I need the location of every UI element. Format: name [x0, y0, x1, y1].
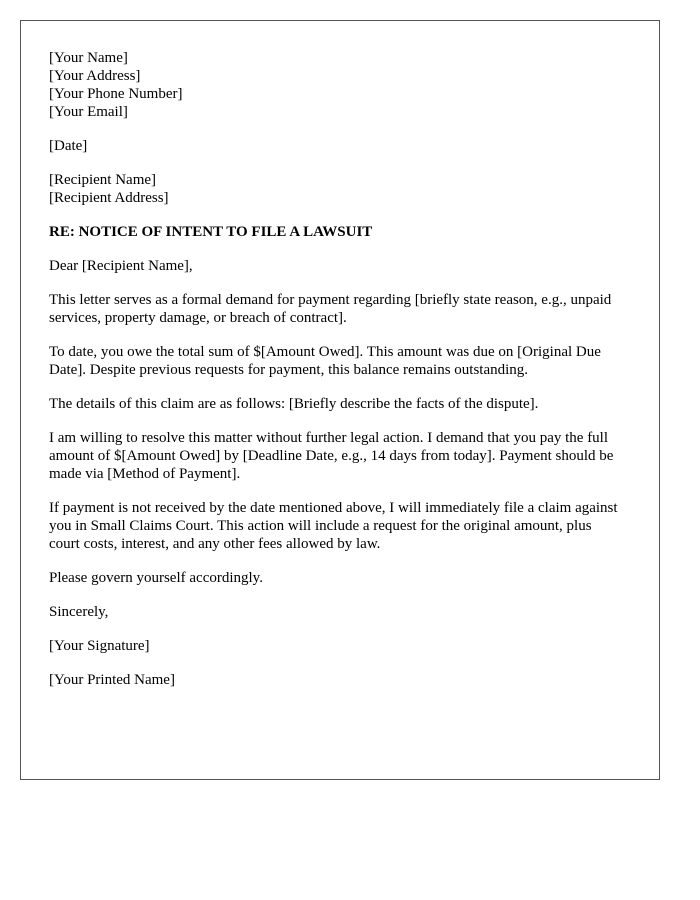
body-paragraph-2: To date, you owe the total sum of $[Amount Owed]. This amount was due on [Original Due Date]. Despite previous requests for payment, this balance remains outstanding. — [49, 344, 601, 378]
printed-name: [Your Printed Name] — [49, 672, 175, 688]
sender-block — [49, 49, 621, 121]
subject-line: RE: NOTICE OF INTENT TO FILE A LAWSUIT — [49, 224, 373, 240]
letter-content — [49, 49, 621, 705]
body-paragraph-1: This letter serves as a formal demand for payment regarding [briefly state reason, e.g., unpaid services, property damage, or breach of contract]. — [49, 292, 612, 326]
sender-address: [Your Address] — [49, 68, 141, 84]
body-paragraph-5: If payment is not received by the date mentioned above, I will immediately file a claim against you in Small Claims Court. This action will include a request for the original amount, plus court costs, interest, and any other fees allowed by law. — [49, 500, 618, 552]
body-paragraph-3: The details of this claim are as follows: [Briefly describe the facts of the dispute]. — [49, 396, 539, 412]
salutation: Dear [Recipient Name], — [49, 258, 193, 274]
sender-phone: [Your Phone Number] — [49, 86, 183, 102]
letter-date: [Date] — [49, 138, 88, 154]
date-block — [49, 137, 621, 155]
recipient-address: [Recipient Address] — [49, 190, 169, 206]
body-paragraph-4: I am willing to resolve this matter without further legal action. I demand that you pay the full amount of $[Amount Owed] by [Deadline Date, e.g., 14 days from today]. Payment should be made via [Method of Payment]. — [49, 430, 614, 482]
letter-page — [20, 20, 660, 780]
sender-name: [Your Name] — [49, 50, 128, 66]
recipient-block — [49, 171, 621, 207]
closing: Sincerely, — [49, 604, 109, 620]
signature: [Your Signature] — [49, 638, 150, 654]
body-paragraph-6: Please govern yourself accordingly. — [49, 570, 263, 586]
sender-email: [Your Email] — [49, 104, 128, 120]
recipient-name: [Recipient Name] — [49, 172, 157, 188]
